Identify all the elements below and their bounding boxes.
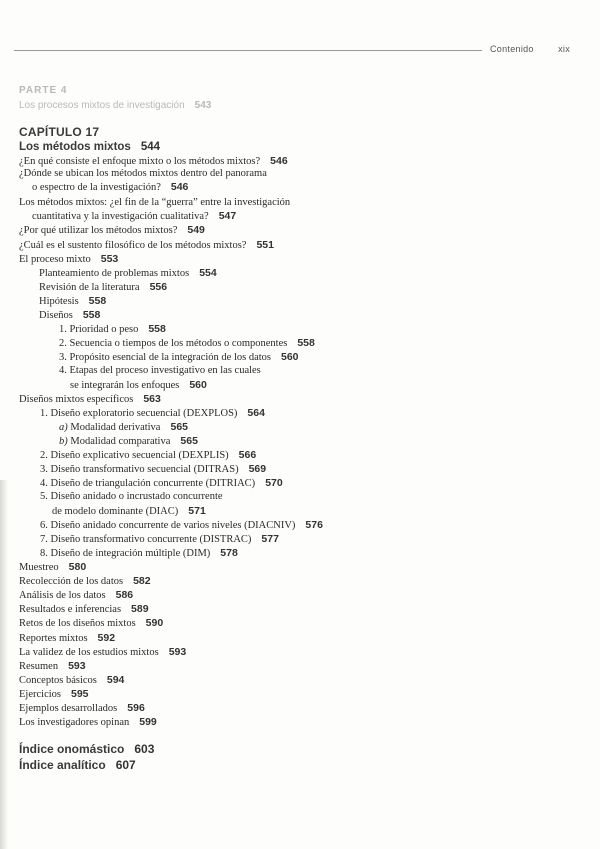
toc-entry[interactable]: Diseños mixtos específicos 563 [19, 393, 161, 405]
part-page: 543 [194, 100, 212, 111]
page-number: xix [558, 44, 570, 54]
toc-entry[interactable]: Conceptos básicos 594 [19, 674, 125, 686]
toc-entry[interactable]: Ejercicios 595 [19, 688, 89, 700]
toc-entry[interactable]: b) Modalidad comparativa 565 [59, 435, 198, 447]
toc-entry[interactable]: o espectro de la investigación? 546 [32, 181, 189, 193]
toc-entry-index[interactable]: Índice onomástico 603 [19, 742, 155, 756]
toc-entry[interactable]: La validez de los estudios mixtos 593 [19, 646, 187, 658]
toc-entry[interactable]: 6. Diseño anidado concurrente de varios niveles (DIACNIV) 576 [40, 519, 323, 531]
toc-entry[interactable]: Planteamiento de problemas mixtos 554 [39, 267, 217, 279]
toc-entry[interactable]: 2. Diseño explicativo secuencial (DEXPLIS) 566 [40, 449, 257, 461]
toc-entry[interactable]: a) Modalidad derivativa 565 [59, 421, 189, 433]
chapter-label: CAPÍTULO 17 [19, 125, 100, 139]
toc-entry[interactable]: Los métodos mixtos: ¿el fin de la “guerra” entre la investigación [19, 197, 291, 208]
toc-entry[interactable]: Revisión de la literatura 556 [39, 281, 168, 293]
toc-entry[interactable]: 4. Diseño de triangulación concurrente (DITRIAC) 570 [40, 477, 283, 489]
toc-entry[interactable]: Reportes mixtos 592 [19, 632, 116, 644]
part-heading [19, 85, 211, 113]
toc-entry[interactable]: ¿En qué consiste el enfoque mixto o los métodos mixtos? 546 [19, 155, 288, 167]
toc-entry[interactable]: 3. Propósito esencial de la integración de los datos 560 [59, 351, 299, 363]
part-title-text: Los procesos mixtos de investigación [19, 100, 185, 111]
toc-entry[interactable]: El proceso mixto 553 [19, 253, 119, 265]
toc-entry[interactable]: Retos de los diseños mixtos 590 [19, 617, 164, 629]
toc-entry[interactable]: 1. Prioridad o peso 558 [59, 323, 166, 335]
toc-entry[interactable]: 2. Secuencia o tiempos de los métodos o componentes 558 [59, 337, 315, 349]
toc-entry[interactable]: 1. Diseño exploratorio secuencial (DEXPLOS) 564 [40, 407, 265, 419]
part-label: PARTE 4 [19, 85, 68, 96]
toc-entry[interactable]: 7. Diseño transformativo concurrente (DISTRAC) 577 [40, 533, 279, 545]
toc-entry[interactable]: Resultados e inferencias 589 [19, 603, 149, 615]
toc-entry[interactable]: ¿Cuál es el sustento filosófico de los métodos mixtos? 551 [19, 239, 274, 251]
running-head [490, 44, 570, 54]
toc-entry-index[interactable]: Índice analítico 607 [19, 758, 136, 772]
toc-entry[interactable]: se integrarán los enfoques 560 [70, 379, 207, 391]
toc-entry[interactable]: de modelo dominante (DIAC) 571 [52, 505, 206, 517]
toc-entry[interactable]: ¿Por qué utilizar los métodos mixtos? 549 [19, 224, 205, 236]
header-rule [14, 50, 482, 51]
toc-entry[interactable]: Recolección de los datos 582 [19, 575, 151, 587]
scan-edge-shadow [0, 480, 8, 849]
toc-entry[interactable]: ¿Dónde se ubican los métodos mixtos dentro del panorama [19, 168, 267, 179]
toc-entry[interactable]: Los métodos mixtos 544 [19, 141, 161, 153]
toc-entry[interactable]: Hipótesis 558 [39, 295, 107, 307]
section-name: Contenido [490, 44, 534, 54]
toc-entry[interactable]: Los investigadores opinan 599 [19, 716, 157, 728]
toc-entry[interactable]: Análisis de los datos 586 [19, 589, 134, 601]
toc-entry[interactable]: Muestreo 580 [19, 561, 87, 573]
toc-entry[interactable]: 8. Diseño de integración múltiple (DIM) 578 [40, 547, 238, 559]
toc-entry[interactable]: cuantitativa y la investigación cualitativa? 547 [32, 210, 237, 222]
toc-entry[interactable]: Resumen 593 [19, 660, 86, 672]
toc-entry[interactable]: 5. Diseño anidado o incrustado concurrente [40, 491, 223, 502]
toc-entry[interactable]: 4. Etapas del proceso investigativo en las cuales [59, 365, 261, 376]
toc-entry[interactable]: Diseños 558 [39, 309, 101, 321]
toc-entry[interactable]: 3. Diseño transformativo secuencial (DITRAS) 569 [40, 463, 267, 475]
toc-entry[interactable]: Ejemplos desarrollados 596 [19, 702, 145, 714]
part-title [19, 99, 211, 113]
